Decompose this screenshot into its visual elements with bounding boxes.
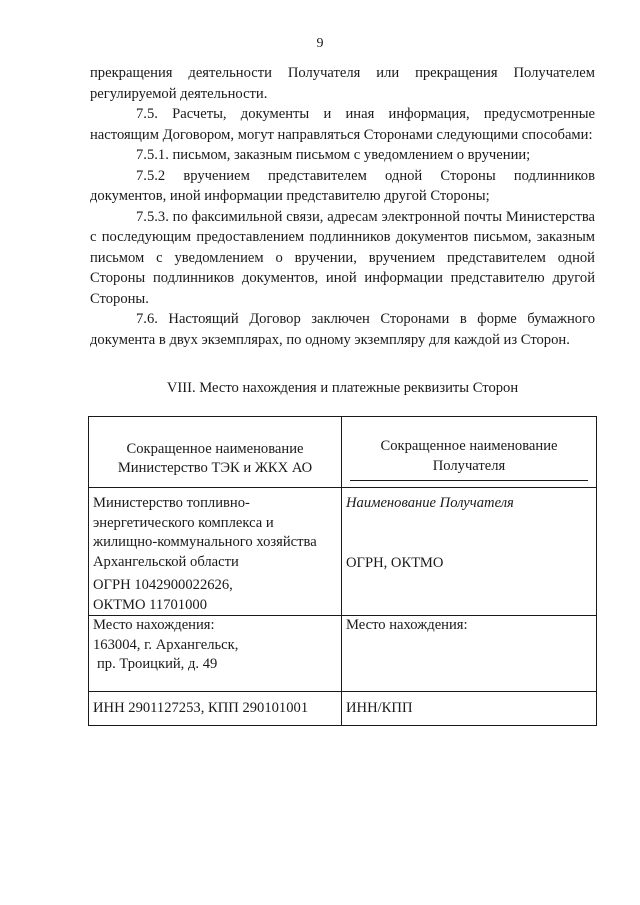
paragraph-7-6: 7.6. Настоящий Договор заключен Сторонами в форме бумажного документа в двух экземплярах, по одному экземпляру для каждой из Сторон.	[90, 311, 595, 348]
paragraph-7-5-2: 7.5.2 вручением представителем одной Стороны подлинников документов, иной информации представителю другой Стороны;	[90, 167, 595, 204]
header-left-line-2: Министерство ТЭК и ЖКХ АО	[117, 460, 313, 476]
recipient-info-cell	[342, 488, 597, 616]
ministry-address-line-1: 163004, г. Архангельск,	[93, 636, 239, 653]
table-row-organization	[89, 488, 597, 616]
header-right-line-2: Получателя	[432, 457, 506, 474]
header-cell-ministry	[89, 417, 342, 488]
page-number: 9	[316, 36, 324, 51]
paragraph-7-5-1: 7.5.1. письмом, заказным письмом с уведомлением о вручении;	[136, 147, 531, 163]
ministry-location-cell	[89, 616, 342, 692]
recipient-ogrn-oktmo: ОГРН, ОКТМО	[346, 554, 444, 571]
header-right-line-1: Сокращенное наименование	[380, 438, 558, 454]
recipient-name: Наименование Получателя	[346, 495, 514, 511]
ministry-oktmo: ОКТМО 11701000	[93, 596, 207, 613]
table-row-location	[89, 616, 597, 692]
recipient-location-cell	[342, 616, 597, 692]
paragraph-7-4-continuation: прекращения деятельности Получателя или прекращения Получателем регулируемой деятельности.	[90, 65, 595, 102]
party-details-table	[88, 416, 597, 726]
table-header-row	[89, 417, 597, 488]
ministry-address-line-2: пр. Троицкий, д. 49	[97, 656, 218, 672]
section-heading: VIII. Место нахождения и платежные реквизиты Сторон	[166, 380, 519, 396]
recipient-inn-cell: ИНН/КПП	[342, 692, 597, 726]
paragraph-7-5: 7.5. Расчеты, документы и иная информация, предусмотренные настоящим Договором, могут направляться Сторонами следующими способами:	[90, 106, 595, 143]
ministry-ogrn: ОГРН 1042900022626,	[93, 577, 233, 593]
ministry-info-cell	[89, 488, 342, 616]
ministry-name-line-1: Министерство топливно-	[93, 495, 250, 511]
ministry-inn-cell: ИНН 2901127253, КПП 290101001	[89, 692, 342, 726]
table-row-inn	[89, 692, 597, 726]
header-cell-recipient	[342, 417, 597, 488]
recipient-location-label: Место нахождения:	[346, 617, 468, 633]
ministry-location-label: Место нахождения:	[93, 617, 215, 633]
contract-text	[90, 63, 595, 350]
ministry-name-line-3: жилищно-коммунального хозяйства	[93, 534, 317, 550]
ministry-name-line-4: Архангельской области	[93, 553, 239, 570]
header-left-line-1: Сокращенное наименование	[126, 440, 304, 457]
ministry-name-line-2: энергетического комплекса и	[93, 514, 274, 531]
paragraph-7-5-3: 7.5.3. по факсимильной связи, адресам электронной почты Министерства с последующим предоставлением подлинников документов письмом, заказным письмом с уведомлением о вручении, вручением представителем одной Стороны подлинников документов, иной информации представителю другой Стороны.	[90, 208, 595, 307]
